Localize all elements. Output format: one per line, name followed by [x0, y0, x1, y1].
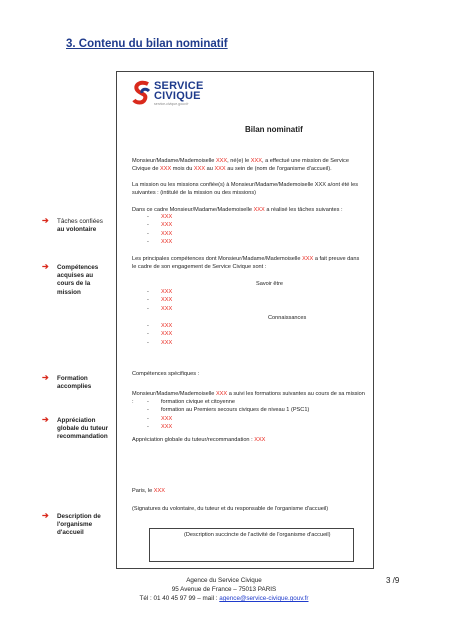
sidebar-label: l'organisme: [57, 521, 93, 529]
skills-intro-text: a fait preuve dans le cadre de son engagement de Service Civique sont :: [132, 256, 360, 270]
sidebar-label: Description de: [57, 513, 101, 520]
training-item: formation au Premiers secours civiques de niveau 1 (PSC1): [161, 407, 310, 414]
sidebar-label: Compétences: [57, 264, 99, 271]
knowledge-item: XXX: [161, 339, 173, 346]
signatures-note: (Signatures du volontaire, du tuteur et du responsable de l'organisme d'accueil): [132, 506, 329, 512]
missions-paragraph: La mission ou les missions confiée(s) à Monsieur/Madame/Mademoiselle XXX a/ont été les suivantes : (intitulé de la mission ou des missions): [132, 182, 359, 196]
savoir-etre-list: [147, 288, 172, 313]
task-item: XXX: [161, 230, 173, 237]
skills-intro-text: Les principales compétences dont Monsieur/Madame/Mademoiselle: [132, 256, 303, 262]
logo-url-text: service-civique.gouv.fr: [154, 102, 189, 106]
list-item: - XXX: [147, 239, 173, 246]
list-item: - XXX: [147, 305, 173, 312]
training-item: XXX: [161, 424, 173, 431]
list-item: - XXX: [147, 297, 173, 304]
skill-item: XXX: [161, 289, 173, 295]
sidebar-label: acquises au: [57, 272, 94, 280]
placeholder-end: XXX: [214, 166, 226, 172]
skill-item: XXX: [161, 305, 173, 312]
tasks-intro-text: Dans ce cadre Monsieur/Madame/Mademoiselle: [132, 207, 254, 213]
place-text: Paris, le: [132, 488, 154, 494]
footer-phone: Tél : 01 40 45 97 99 – mail :: [139, 595, 220, 602]
skill-item: XXX: [161, 297, 173, 304]
sidebar-label: Appréciation: [57, 417, 96, 424]
placeholder-name: XXX: [215, 158, 228, 164]
list-item: - XXX: [147, 331, 173, 338]
footer-address: 95 Avenue de France – 75013 PARIS: [171, 586, 277, 593]
section-title: 3. Contenu du bilan nominatif: [66, 38, 228, 50]
placeholder-volunteer: XXX: [253, 207, 265, 213]
placeholder-months: XXX: [160, 166, 172, 172]
training-item: XXX: [161, 415, 173, 422]
footer-agency: Agence du Service Civique: [186, 577, 262, 584]
savoir-etre-label: Savoir être: [256, 281, 284, 287]
logo-service-text: SERVICE: [154, 80, 204, 92]
place-date: [132, 487, 165, 495]
sidebar-label: mission: [57, 288, 81, 296]
placeholder-volunteer: XXX: [302, 256, 314, 262]
arrow-right-icon: ➔: [42, 415, 49, 424]
placeholder-volunteer: XXX: [215, 391, 228, 397]
skills-intro: [132, 255, 364, 271]
task-item: XXX: [161, 239, 173, 246]
training-intro-text: a suivi les formations suivantes au cours de sa mission :: [132, 391, 365, 405]
list-item: - XXX: [147, 323, 173, 329]
arrow-right-icon: ➔: [42, 262, 49, 271]
intro-text: , né(e) le: [227, 158, 251, 164]
knowledge-item: XXX: [161, 331, 173, 338]
sidebar-taches: [42, 216, 103, 234]
tasks-list: [147, 213, 172, 247]
placeholder-start: XXX: [193, 166, 206, 172]
intro-text: au sein de (nom de l'organisme d'accueil).: [225, 166, 332, 172]
service-civique-logo: [132, 79, 214, 107]
logo-mark-icon: [132, 80, 152, 106]
connaissances-label: Connaissances: [268, 315, 307, 321]
org-description-text: (Description succincte de l'activité de l'organisme d'accueil): [184, 532, 331, 538]
list-item: - XXX: [147, 214, 173, 220]
footer: [116, 576, 332, 603]
training-list: [147, 398, 309, 432]
intro-text: au: [205, 166, 215, 172]
specific-skills: Compétences spécifiques :: [132, 371, 200, 377]
sidebar-description: [42, 511, 101, 538]
arrow-right-icon: ➔: [42, 511, 49, 520]
appreciation-line: [132, 436, 265, 444]
intro-text: Monsieur/Madame/Mademoiselle: [132, 158, 216, 164]
sidebar-appreciation: [42, 415, 109, 442]
sidebar-label: Tâches confiées: [57, 218, 103, 225]
list-item: - XXX: [147, 424, 173, 431]
intro-text: mois du: [171, 166, 194, 172]
appreciation-text: Appréciation globale du tuteur/recommandation :: [132, 437, 255, 443]
sidebar-label: globale du tuteur: [57, 425, 109, 433]
arrow-right-icon: ➔: [42, 216, 49, 225]
placeholder-appreciation: XXX: [254, 437, 266, 443]
intro-text: , a effectué une mission de Service Civique de: [132, 158, 349, 172]
task-item: XXX: [161, 214, 173, 220]
intro-paragraph: [132, 157, 364, 173]
placeholder-birthdate: XXX: [250, 158, 262, 164]
tasks-intro-text: a réalisé les tâches suivantes :: [264, 207, 343, 213]
training-intro-text: Monsieur/Madame/Mademoiselle: [132, 391, 216, 397]
footer-contact: [116, 594, 332, 603]
sidebar-formation: [42, 373, 92, 391]
sidebar-label: recommandation: [57, 433, 108, 441]
knowledge-item: XXX: [161, 323, 173, 329]
sidebar-label: au volontaire: [57, 226, 97, 234]
sidebar-label: d'accueil: [57, 529, 84, 537]
footer-email-link[interactable]: agence@service-civique.gouv.fr: [219, 595, 309, 602]
list-item: - formation au Premiers secours civiques de niveau 1 (PSC1): [147, 407, 310, 414]
list-item: - XXX: [147, 415, 173, 422]
sidebar-label: Formation: [57, 375, 88, 382]
box-title: Bilan nominatif: [245, 125, 303, 134]
sidebar-label: accomplies: [57, 383, 92, 391]
sidebar-label: cours de la: [57, 280, 91, 288]
logo-civique-text: CIVIQUE: [154, 90, 201, 102]
connaissances-list: [147, 322, 172, 347]
task-item: XXX: [161, 222, 173, 229]
page-number: 3 /9: [386, 576, 400, 585]
list-item: - XXX: [147, 339, 173, 346]
list-item: - XXX: [147, 289, 173, 295]
sidebar-competences: [42, 262, 99, 297]
arrow-right-icon: ➔: [42, 373, 49, 382]
list-item: - formation civique et citoyenne: [147, 399, 236, 405]
list-item: - XXX: [147, 230, 173, 237]
placeholder-date: XXX: [153, 488, 165, 494]
training-item: formation civique et citoyenne: [161, 399, 236, 405]
list-item: - XXX: [147, 222, 173, 229]
